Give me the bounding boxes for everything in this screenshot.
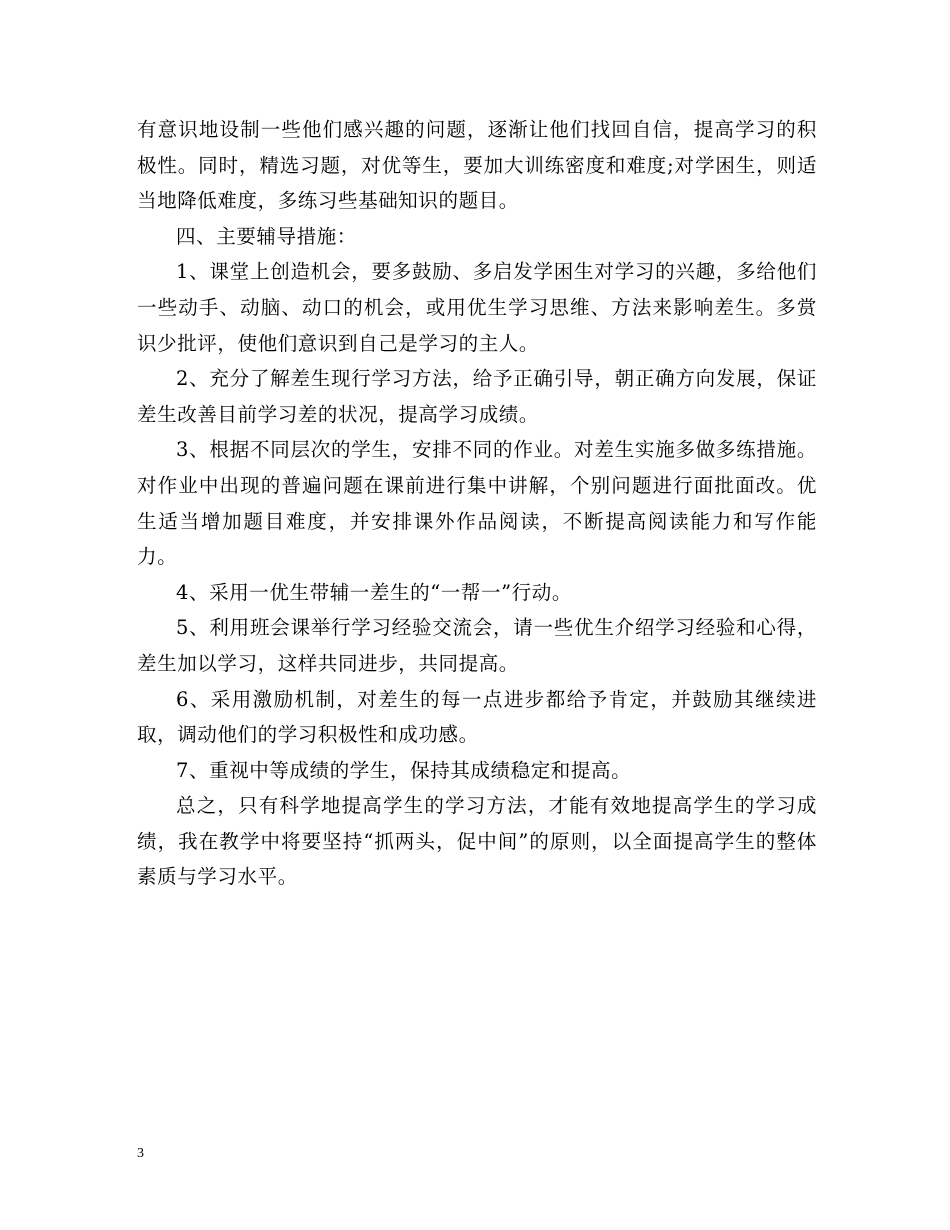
measure-item-4: 4、采用一优生带辅一差生的“一帮一”行动。 — [176, 580, 572, 604]
measure-item-7: 7、重视中等成绩的学生，保持其成绩稳定和提高。 — [176, 758, 632, 782]
measure-item-5: 5、利用班会课举行学习经验交流会，请一些优生介绍学习经验和心得，差生加以学习，这样共同进步，共同提高。 — [137, 616, 817, 675]
measure-item-1: 1、课堂上创造机会，要多鼓励、多启发学困生对学习的兴趣，多给他们一些动手、动脑、动口的机会，或用优生学习思维、方法来影响差生。多赏识少批评，使他们意识到自己是学习的主人。 — [137, 260, 817, 355]
page-number: 3 — [137, 1146, 144, 1161]
measure-item-2: 2、充分了解差生现行学习方法，给予正确引导，朝正确方向发展，保证差生改善目前学习差的状况，提高学习成绩。 — [137, 367, 817, 426]
paragraph-continuation: 有意识地设制一些他们感兴趣的问题，逐渐让他们找回自信，提高学习的积极性。同时，精选习题，对优等生，要加大训练密度和难度;对学困生，则适当地降低难度，多练习些基础知识的题目。 — [137, 118, 817, 213]
section-heading-main-measures: 四、主要辅导措施： — [176, 224, 357, 248]
conclusion-paragraph: 总之，只有科学地提高学生的学习方法，才能有效地提高学生的学习成绩，我在教学中将要坚持“抓两头，促中间”的原则，以全面提高学生的整体素质与学习水平。 — [137, 794, 817, 889]
document-body — [137, 112, 817, 895]
measure-item-3: 3、根据不同层次的学生，安排不同的作业。对差生实施多做多练措施。对作业中出现的普遍问题在课前进行集中讲解，个别问题进行面批面改。优生适当增加题目难度，并安排课外作品阅读，不断提高阅读能力和写作能力。 — [137, 438, 817, 569]
measure-item-6: 6、采用激励机制，对差生的每一点进步都给予肯定，并鼓励其继续进取，调动他们的学习积极性和成功感。 — [137, 687, 817, 747]
